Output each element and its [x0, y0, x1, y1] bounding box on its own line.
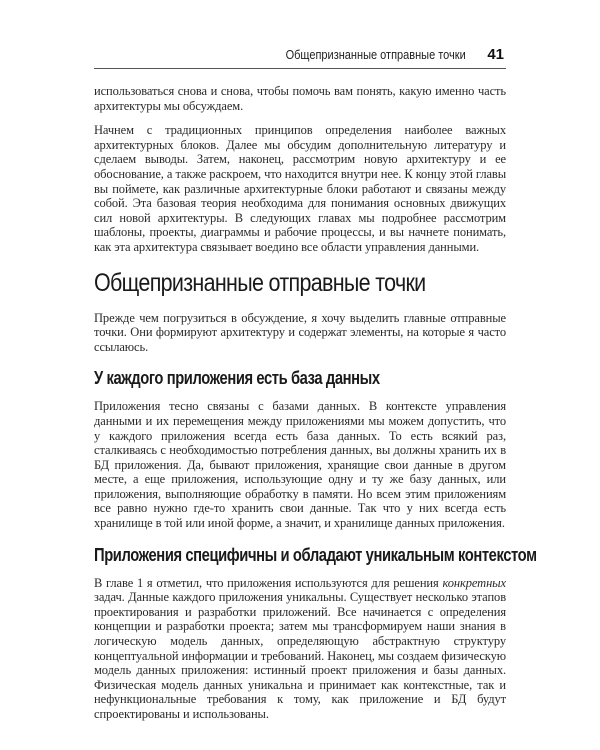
- running-title: Общепризнанные отправные точки: [285, 48, 466, 62]
- intro-paragraph-2: Начнем с традиционных принципов определения наиболее важных архитектурных блоков. Далее мы обсудим дополнительную литературу и сделаем выводы. Затем, наконец, рассмотрим новую архитектуру и ее обоснование, а также раскроем, что находится внутри нее. К концу этой главы вы поймете, как различные архитектурные блоки работают и связаны между собой. Эта базовая теория необходима для понимания основных движущих сил новой архитектуры. В следующих главах мы подробнее рассмотрим шаблоны, проекты, диаграммы и рабочие процессы, и вы начнете понимать, как эта архитектура связывает воедино все области управления данными.: [94, 123, 506, 254]
- database-paragraph: Приложения тесно связаны с базами данных. В контексте управления данными и их перемещения между приложениями мы можем допустить, что у каждого приложения всегда есть база данных. То есть всякий раз, сталкиваясь с необходимостью потребления данных, вы должны хранить их в БД приложения. Да, бывают приложения, хранящие свои данные в другом месте, а еще приложения, использующие одну и ту же базу данных, или приложения, выполняющие обработку в памяти. Но всем этим приложениям все равно нужно где-то хранить свои данные. Так что у них всегда есть хранилище в той или иной форме, а значит, и хранилище данных приложения.: [94, 399, 506, 531]
- page-body: [94, 84, 537, 732]
- subsection-heading-context: Приложения специфичны и обладают уникальным контекстом: [94, 544, 537, 565]
- page-number: 41: [487, 46, 504, 63]
- context-paragraph: [94, 576, 506, 722]
- running-header: [94, 46, 506, 68]
- subsection-heading-database: У каждого приложения есть база данных: [94, 368, 380, 389]
- context-text-start: В главе 1 я отметил, что приложения используются для решения: [94, 575, 443, 590]
- intro-paragraph-1: использоваться снова и снова, чтобы помочь вам понять, какую именно часть архитектуры мы обсуждаем.: [94, 84, 506, 113]
- section-heading-starting-points: Общепризнанные отправные точки: [94, 268, 426, 297]
- context-emphasis: конкретных: [442, 575, 506, 590]
- header-divider: [94, 68, 506, 69]
- starting-points-paragraph: Прежде чем погрузиться в обсуждение, я хочу выделить главные отправные точки. Они формируют архитектуру и содержат элементы, на которые я часто ссылаюсь.: [94, 310, 506, 354]
- context-text-end: задач. Данные каждого приложения уникальны. Существует несколько этапов проектирования и разработки приложений. Все начинается с определения концепции и разработки проекта; затем мы трансформируем наши знания в логическую модель данных, определяющую абстрактную структуру концептуальной информации и требований. Наконец, мы создаем физическую модель данных приложения: истинный проект приложения и базы данных. Физическая модель данных уникальна и принимает как контекстные, так и нефункциональные требования к тому, как приложение и БД будут спроектированы и использованы.: [94, 590, 506, 721]
